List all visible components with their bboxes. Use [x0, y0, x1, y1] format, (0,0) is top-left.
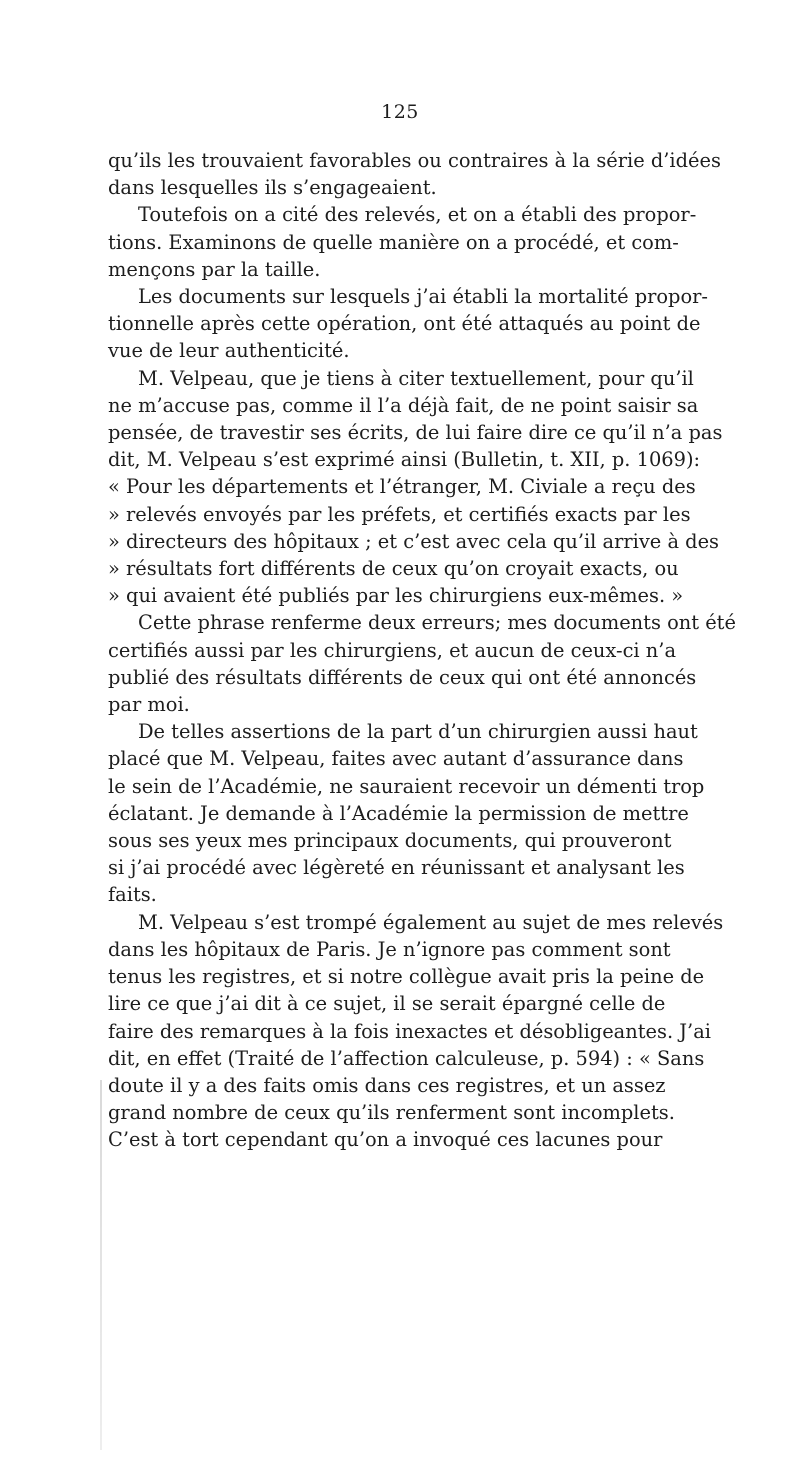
text-line: certifiés aussi par les chirurgiens, et aucun de ceux-ci n’a	[108, 638, 677, 662]
text-line: M. Velpeau s’est trompé également au sujet de mes relevés	[138, 910, 724, 934]
text-line: le sein de l’Académie, ne sauraient recevoir un démenti trop	[108, 774, 705, 798]
text-line: dans les hôpitaux de Paris. Je n’ignore pas comment sont	[108, 937, 671, 961]
text-line: faits.	[108, 883, 157, 907]
text-line: C’est à tort cependant qu’on a invoqué ces lacunes pour	[108, 1128, 663, 1152]
page-number: 125	[381, 101, 419, 123]
text-line: pensée, de travestir ses écrits, de lui faire dire ce qu’il n’a pas	[108, 421, 723, 445]
text-line: De telles assertions de la part d’un chirurgien aussi haut	[138, 720, 698, 744]
text-line: publié des résultats différents de ceux qui ont été annoncés	[108, 665, 697, 689]
text-line: placé que M. Velpeau, faites avec autant d’assurance dans	[108, 747, 684, 771]
binding-shadow	[100, 1080, 102, 1450]
text-line: éclatant. Je demande à l’Académie la permission de mettre	[108, 801, 689, 825]
text-line: tionnelle après cette opération, ont été attaqués au point de	[108, 312, 701, 336]
quote-line: » directeurs des hôpitaux ; et c’est avec cela qu’il arrive à des	[108, 529, 720, 553]
text-line: lire ce que j’ai dit à ce sujet, il se serait épargné celle de	[108, 992, 666, 1016]
text-line: qu’ils les trouvaient favorables ou contraires à la série d’idées	[108, 149, 721, 172]
text-line: faire des remarques à la fois inexactes et désobligeantes. J’ai	[108, 1019, 711, 1043]
text-line: Cette phrase renferme deux erreurs; mes documents ont été	[138, 611, 736, 635]
text-line: dit, en effet (Traité de l’affection calculeuse, p. 594) : « Sans	[108, 1046, 705, 1070]
text-line: Les documents sur lesquels j’ai établi la mortalité propor-	[138, 285, 708, 309]
text-line: par moi.	[108, 693, 190, 717]
text-line: sous ses yeux mes principaux documents, qui prouveront	[108, 829, 672, 853]
text-line: grand nombre de ceux qu’ils renferment sont incomplets.	[108, 1101, 675, 1125]
body-text	[108, 147, 768, 1154]
text-line: tions. Examinons de quelle manière on a procédé, et com-	[108, 230, 679, 254]
text-line: doute il y a des faits omis dans ces registres, et un assez	[108, 1073, 666, 1097]
quote-line: » relevés envoyés par les préfets, et certifiés exacts par les	[108, 502, 691, 526]
text-line: M. Velpeau, que je tiens à citer textuellement, pour qu’il	[138, 366, 694, 390]
quote-line: » qui avaient été publiés par les chirurgiens eux-mêmes. »	[108, 584, 684, 608]
text-line: dit, M. Velpeau s’est exprimé ainsi (Bulletin, t. XII, p. 1069):	[108, 448, 701, 472]
text-line: tenus les registres, et si notre collègue avait pris la peine de	[108, 965, 705, 989]
quote-line: « Pour les départements et l’étranger, M. Civiale a reçu des	[108, 475, 696, 499]
text-line: ne m’accuse pas, comme il l’a déjà fait, de ne point saisir sa	[108, 393, 699, 417]
text-line: Toutefois on a cité des relevés, et on a établi des propor-	[138, 203, 697, 227]
text-line: dans lesquelles ils s’engageaient.	[108, 176, 437, 200]
quote-line: » résultats fort différents de ceux qu’on croyait exacts, ou	[108, 557, 679, 581]
text-line: vue de leur authenticité.	[108, 339, 350, 363]
text-line: si j’ai procédé avec légèreté en réunissant et analysant les	[108, 856, 685, 880]
text-line: mençons par la taille.	[108, 257, 321, 281]
